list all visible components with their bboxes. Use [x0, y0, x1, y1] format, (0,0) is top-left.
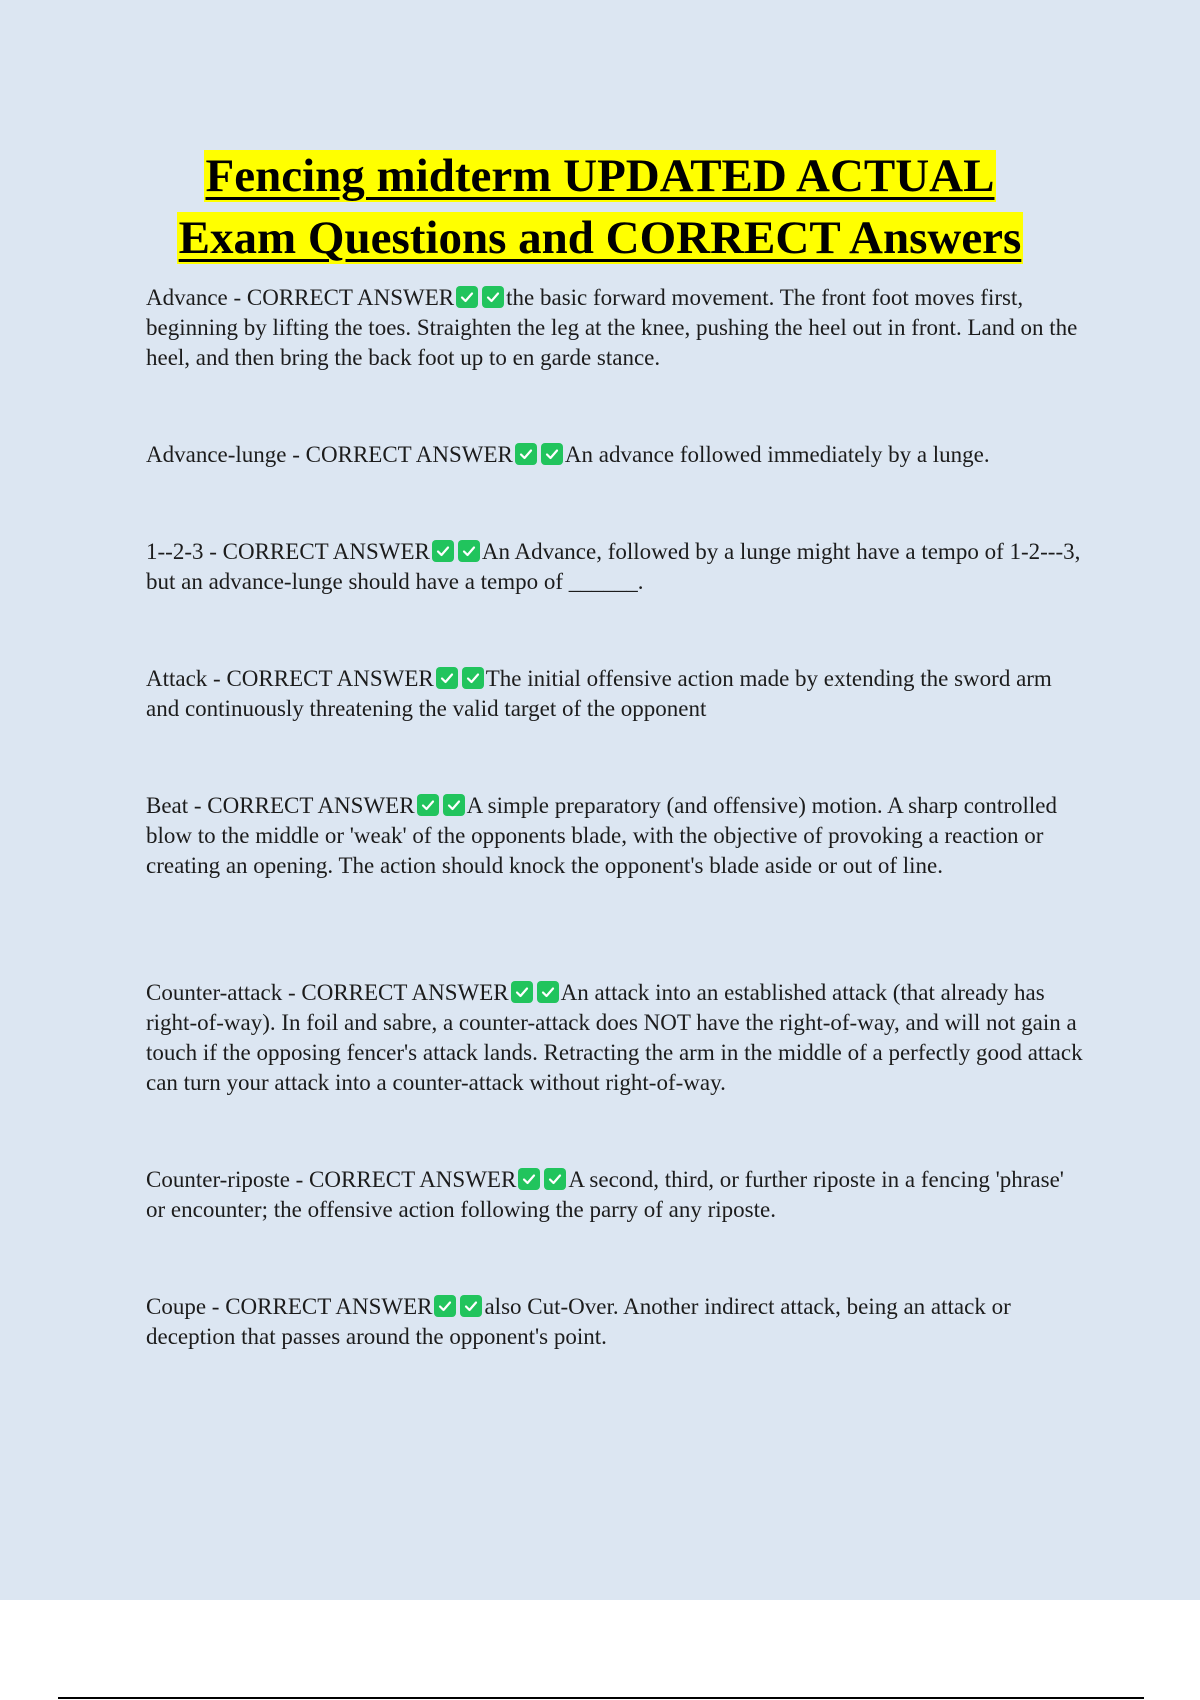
qa-entry	[146, 283, 1086, 373]
check-icon	[417, 794, 439, 816]
entry-term: Attack - CORRECT ANSWER	[146, 666, 434, 691]
check-icon	[515, 443, 537, 465]
qa-entry	[146, 791, 1086, 881]
check-icon	[434, 1295, 456, 1317]
qa-entry	[146, 664, 1086, 724]
entry-term: Coupe - CORRECT ANSWER	[146, 1294, 433, 1319]
document-title	[0, 145, 1200, 269]
title-line-2: Exam Questions and CORRECT Answers	[178, 212, 1022, 264]
entry-term: 1--2-3 - CORRECT ANSWER	[146, 539, 430, 564]
check-icon	[456, 286, 478, 308]
check-icon	[462, 667, 484, 689]
check-icon	[518, 1168, 540, 1190]
check-icon	[541, 443, 563, 465]
entry-definition: A simple preparatory (and offensive) motion. A sharp controlled blow to the middle or 'weak' of the opponents blade, with the objective of provoking a reaction or creating an opening. The action should knock the opponent's blade aside or out of line.	[146, 793, 1057, 878]
entry-term: Counter-riposte - CORRECT ANSWER	[146, 1167, 517, 1192]
title-line-1: Fencing midterm UPDATED ACTUAL	[205, 150, 995, 202]
entry-definition: An Advance, followed by a lunge might have a tempo of 1-2---3, but an advance-lunge should have a tempo of ______.	[146, 539, 1081, 594]
check-icon	[460, 1295, 482, 1317]
check-icon	[432, 540, 454, 562]
entry-definition: also Cut-Over. Another indirect attack, being an attack or deception that passes around the opponent's point.	[146, 1294, 1011, 1349]
check-icon	[537, 981, 559, 1003]
entry-definition: the basic forward movement. The front foot moves first, beginning by lifting the toes. Straighten the leg at the knee, pushing the heel out in front. Land on the heel, and then bring the back foot up to en garde stance.	[146, 285, 1078, 370]
entry-term: Beat - CORRECT ANSWER	[146, 793, 415, 818]
qa-entry	[146, 1165, 1086, 1225]
entry-definition: The initial offensive action made by extending the sword arm and continuously threatening the valid target of the opponent	[146, 666, 1052, 721]
footer-rule	[58, 1697, 1144, 1699]
check-icon	[544, 1168, 566, 1190]
entry-definition: A second, third, or further riposte in a fencing 'phrase' or encounter; the offensive action following the parry of any riposte.	[146, 1167, 1064, 1222]
qa-entry	[146, 537, 1086, 597]
check-icon	[511, 981, 533, 1003]
check-icon	[436, 667, 458, 689]
entry-term: Advance-lunge - CORRECT ANSWER	[146, 442, 513, 467]
check-icon	[482, 286, 504, 308]
entry-definition: An advance followed immediately by a lunge.	[564, 442, 990, 467]
check-icon	[443, 794, 465, 816]
qa-entry	[146, 978, 1086, 1098]
check-icon	[458, 540, 480, 562]
entry-term: Advance - CORRECT ANSWER	[146, 285, 455, 310]
qa-entry	[146, 440, 1086, 470]
entry-definition: An attack into an established attack (that already has right-of-way). In foil and sabre, a counter-attack does NOT have the right-of-way, and will not gain a touch if the opposing fencer's attack lands. Retracting the arm in the middle of a perfectly good attack can turn your attack into a counter-attack without right-of-way.	[146, 980, 1083, 1095]
entry-term: Counter-attack - CORRECT ANSWER	[146, 980, 509, 1005]
qa-entry	[146, 1292, 1086, 1352]
